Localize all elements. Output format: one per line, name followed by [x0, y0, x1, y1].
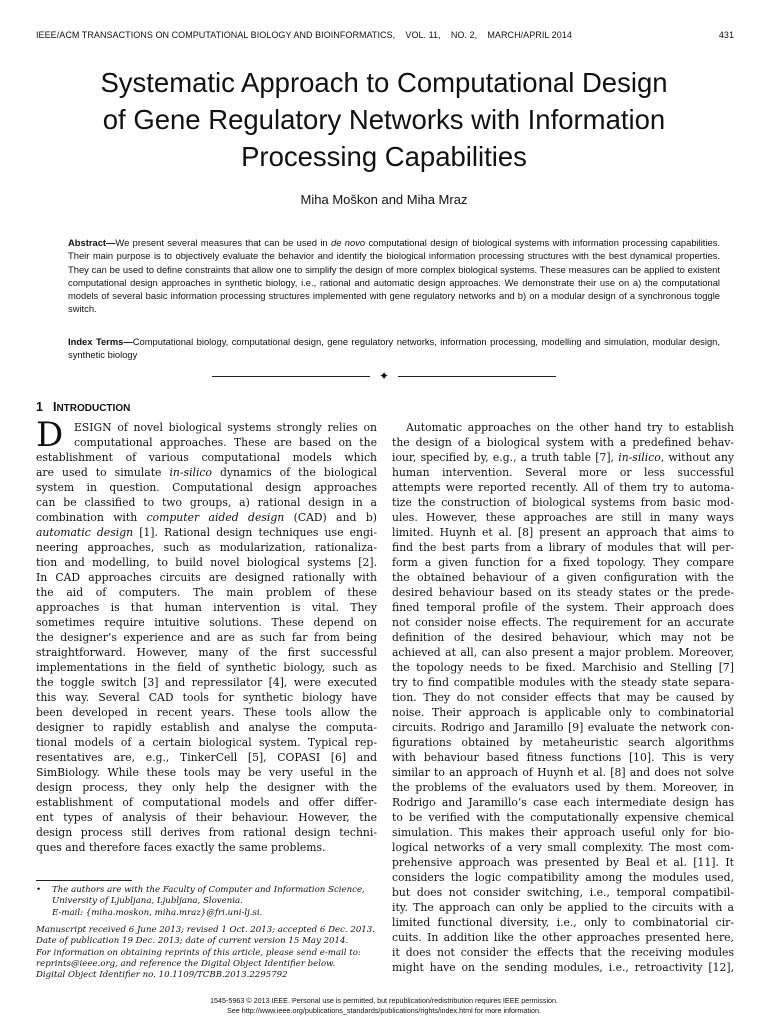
body-text-line: Rodrigo and Jaramillo’s case each intermediate design has	[392, 796, 734, 809]
abstract	[68, 236, 720, 316]
journal-volume: VOL. 11,	[405, 30, 441, 40]
body-text-line: attempts were reported recently. All of them try to automa-	[392, 481, 734, 494]
body-text-line: find the best parts from a library of modules that will per-	[392, 541, 734, 554]
body-text-line: establishment of various computational models which	[36, 451, 377, 464]
page-number: 431	[718, 30, 734, 40]
body-text-line: circuits. Rodrigo and Jaramillo [9] evaluate the network con-	[392, 721, 734, 734]
body-text-line: ity. The approach can only be applied to the circuits with a	[392, 901, 734, 914]
body-text-line: can be classified to two groups, a) rational design in a	[36, 496, 377, 509]
body-text-line: simulation. This makes their approach useful only for bio-	[392, 826, 734, 839]
body-text-line: establishment of computational models and offer differ-	[36, 796, 377, 809]
body-text-line: ules. However, these approaches are still in many ways	[392, 511, 734, 524]
section-title-initial: I	[52, 400, 57, 414]
footnote-line: For information on obtaining reprints of this article, please send e-mail to:	[36, 947, 361, 958]
body-text-line: with behaviour based fitness functions [10]. This is very	[392, 751, 734, 764]
index-terms-text: Computational biology, computational design, gene regulatory networks, information processing, modelling and simulation, modular design, synthetic biology	[68, 336, 720, 361]
body-text-line: design process, they only help the designer with the	[36, 781, 377, 794]
body-text-line: the design of a biological system with a predefined behav-	[392, 436, 734, 449]
body-text-line: In CAD approaches circuits are designed rationally with	[36, 571, 377, 584]
body-text-line: design process still derives from rational design techni-	[36, 826, 377, 839]
body-text-line: resentatives are, e.g., TinkerCell [5], COPASI [6] and	[36, 751, 377, 764]
abstract-text: computational design of biological systems with information processing capabilities. Their main purpose is to objectively evaluate the behavior and identify the biological information processing structures with the best dynamical properties. They can be used to define constraints that allow one to simplify the design of more complex biological systems. These measures can be applied to existent computational design approaches in synthetic biology, i.e., rational and automatic design approaches. We demonstrate their use on a) the computational models of several basic information processing structures implemented with gene regulatory networks and b) on a modular design of a synchronous toggle switch.	[68, 237, 721, 315]
footnote-line: Manuscript received 6 June 2013; revised 1 Oct. 2013; accepted 6 Dec. 2013.	[36, 925, 375, 935]
body-column-right	[392, 420, 734, 975]
title-line: Systematic Approach to Computational Design	[100, 67, 668, 98]
footnote-line: The authors are with the Faculty of Computer and Information Science,	[52, 885, 365, 895]
abstract-label: Abstract—	[68, 237, 116, 248]
footnote-line: reprints@ieee.org, and reference the Digital Object Identifier below.	[36, 958, 336, 969]
emphasis-text: computer aided design	[146, 511, 285, 524]
body-text-line: approaches is that human intervention is vital. They	[36, 601, 377, 614]
affiliation-footnote	[36, 885, 377, 919]
body-text-line: not consider noise effects. The requirement for an accurate	[392, 616, 734, 629]
copyright-footer	[0, 996, 768, 1015]
section-title-rest: NTRODUCTION	[56, 403, 131, 414]
body-text-line: considers the logic compatibility among the modules used,	[392, 871, 734, 884]
footnote-rule	[36, 880, 132, 881]
body-text-line: the problems of the evaluators used by them. Moreover, in	[392, 781, 734, 794]
body-text-line: the toggle switch [3] and repressilator [4], were executed	[36, 676, 377, 689]
body-text-line: ESIGN of novel biological systems strongly relies on	[74, 421, 377, 434]
section-divider	[212, 368, 556, 384]
body-text-line: iour, specified by, e.g., a truth table [7], in-silico, without any	[392, 451, 734, 464]
footnote-line: University of Ljubljana, Ljubljana, Slovenia.	[52, 896, 243, 907]
abstract-text: We present several measures that can be used in	[115, 237, 331, 248]
title-line: of Gene Regulatory Networks with Information	[102, 104, 666, 135]
body-text-line: are used to simulate in-silico dynamics of the biological	[36, 466, 377, 479]
copyright-line: 1545-5963 © 2013 IEEE. Personal use is permitted, but republication/redistribution requires IEEE permission.	[209, 996, 559, 1005]
body-text-line: desired behaviour based on its steady states or the prede-	[392, 586, 734, 599]
body-text-line: human intervention. Several more or less successful	[392, 466, 734, 479]
footnote-line: E-mail: {miha.moskon, miha.mraz}@fri.uni-lj.si.	[52, 907, 263, 918]
body-text-line: prehensive approach was presented by Beal et al. [11]. It	[392, 856, 734, 869]
drop-cap: D	[36, 415, 64, 455]
section-number: 1	[36, 400, 43, 414]
body-text-line: logical networks of a very small complexity. The most com-	[392, 841, 734, 854]
body-text-line: the aid of computers. The main problem of these	[36, 586, 377, 599]
body-text-line: form a given function for a fixed topology. They compare	[392, 556, 734, 569]
body-text-line: it does not consider the effects that the receiving modules	[392, 946, 734, 959]
body-text-line: try to find compatible modules with the steady state separa-	[392, 676, 734, 689]
journal-name: IEEE/ACM TRANSACTIONS ON COMPUTATIONAL BIOLOGY AND BIOINFORMATICS,	[36, 30, 396, 40]
diamond-ornament-icon: ✦	[378, 369, 390, 383]
paper-title	[40, 64, 728, 175]
body-text-line: tion and modelling, to build novel biological systems [2].	[36, 556, 377, 569]
footnote-line: Digital Object Identifier no. 10.1109/TCBB.2013.2295792	[36, 970, 288, 981]
section-heading	[36, 400, 130, 414]
journal-number: NO. 2,	[450, 30, 478, 40]
body-text-line: definition of the desired behaviour, which may not be	[392, 631, 734, 644]
body-text-line: tize the construction of biological systems from basic mod-	[392, 496, 734, 509]
emphasis-text: in-silico	[618, 451, 661, 464]
body-text-line: cuits. In addition like the other approaches presented here,	[392, 931, 734, 944]
journal-date: MARCH/APRIL 2014	[487, 30, 572, 40]
body-text-line: Automatic approaches on the other hand try to establish	[406, 421, 734, 434]
index-terms-label: Index Terms—	[68, 336, 133, 347]
body-text-line: automatic design [1]. Rational design techniques use engi-	[36, 526, 377, 539]
body-text-line: to be verified with the computationally expensive chemical	[392, 811, 734, 824]
body-text-line: but does not consider switching, i.e., temporal compatibil-	[392, 886, 734, 899]
emphasis-text: in-silico	[169, 466, 212, 479]
body-text-line: fined temporal profile of the system. Their approach does	[392, 601, 734, 614]
index-terms	[68, 335, 720, 362]
body-text-line: sometimes require intuitive solutions. These depend on	[36, 616, 377, 629]
running-header	[36, 30, 734, 44]
body-text-line: ent types of analysis of their behaviour. However, the	[36, 811, 377, 824]
emphasis-text: automatic design	[36, 526, 134, 539]
body-text-line: SimBiology. While these tools may be very useful in the	[36, 766, 377, 779]
body-text-line: tion. They do not consider effects that may be caused by	[392, 691, 734, 704]
body-text-line: designer to rapidly establish and analyse the computa-	[36, 721, 377, 734]
abstract-emphasis: de novo	[331, 237, 366, 248]
body-text-line: computational approaches. These are based on the	[74, 436, 377, 449]
bullet-icon: •	[36, 885, 42, 895]
body-text-line: straightforward. However, many of the first successful	[36, 646, 377, 659]
body-text-line: implementations in the field of synthetic biology, such as	[36, 661, 377, 674]
manuscript-footnote	[36, 925, 377, 981]
rights-link-line: See http://www.ieee.org/publications_standards/publications/rights/index.html for more information.	[226, 1005, 542, 1015]
divider-line	[398, 376, 556, 377]
title-line: Processing Capabilities	[241, 141, 527, 172]
body-column-left	[36, 415, 377, 855]
divider-line	[212, 376, 370, 377]
body-text-line: noise. Their approach is applicable only to combinatorial	[392, 706, 734, 719]
body-text-line: figurations obtained by metaheuristic search algorithms	[392, 736, 734, 749]
body-text-line: the designer’s experience and are as such far from being	[36, 631, 377, 644]
body-text-line: ques and therefore faces exactly the same problems.	[36, 841, 326, 854]
body-text-line: achieved at all, can also present a major problem. Moreover,	[392, 646, 734, 659]
body-text-line: the obtained behaviour of a given configuration with the	[392, 571, 734, 584]
body-text-line: system in question. Computational design approaches	[36, 481, 377, 494]
body-text-line: combination with computer aided design (CAD) and b)	[36, 511, 377, 524]
body-text-line: neering approaches, such as modularization, rationaliza-	[36, 541, 377, 554]
body-text-line: the topology needs to be fixed. Marchisio and Stelling [7]	[392, 661, 734, 674]
body-text-line: similar to an approach of Huynh et al. [8] and does not solve	[392, 766, 734, 779]
authors: Miha Moškon and Miha Mraz	[300, 192, 468, 207]
body-text-line: been developed in recent years. These tools allow the	[36, 706, 377, 719]
body-text-line: might have on the sending modules, i.e., retroactivity [12],	[392, 961, 734, 974]
body-text-line: this way. Several CAD tools for synthetic biology have	[36, 691, 377, 704]
body-text-line: limited. Huynh et al. [8] present an approach that aims to	[392, 526, 734, 539]
journal-info	[36, 30, 572, 40]
body-text-line: limited functional diversity, i.e., only to combinatorial cir-	[392, 916, 734, 929]
footnote-line: Date of publication 19 Dec. 2013; date of current version 15 May 2014.	[36, 936, 349, 947]
body-text-line: tional models of a certain biological system. Typical rep-	[36, 736, 377, 749]
